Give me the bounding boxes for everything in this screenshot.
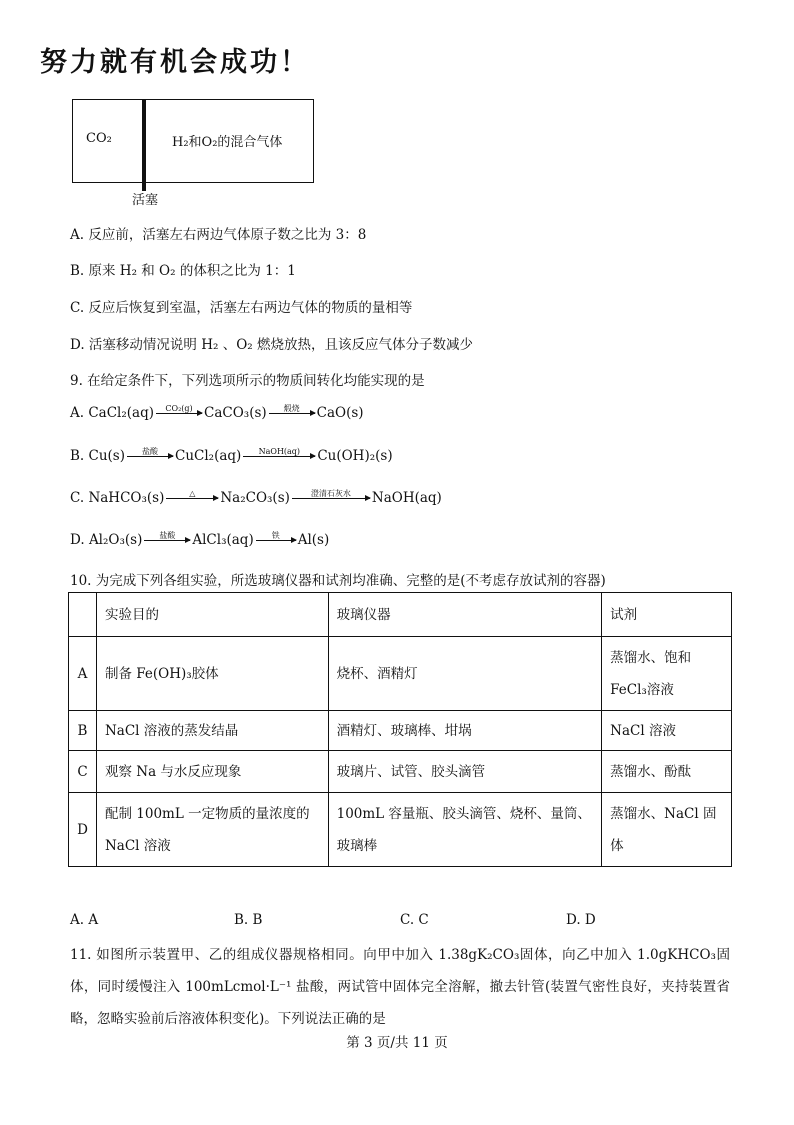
- reagent-line: FeCl₃溶液: [610, 681, 674, 698]
- q9-option-d: [70, 531, 329, 550]
- q8-option-c: C. 反应后恢复到室温，活塞左右两边气体的物质的量相等: [70, 300, 413, 316]
- reactant: Al₂O₃(s): [88, 532, 143, 548]
- arrow-condition: CO₂(g): [165, 404, 193, 413]
- reactant: NaHCO₃(s): [88, 490, 165, 506]
- glassware-cell: 玻璃片、试管、胶头滴管: [328, 751, 602, 793]
- answer-option-c: C. C: [400, 912, 429, 928]
- reaction-arrow: [166, 489, 218, 508]
- intermediate: CaCO₃(s): [204, 405, 267, 421]
- reaction-arrow: [144, 531, 190, 550]
- arrow-condition: △: [189, 489, 196, 498]
- reagent-line: 蒸馏水、饱和: [610, 649, 692, 666]
- row-label: B: [69, 711, 97, 751]
- left-gas-label: CO₂: [86, 131, 112, 146]
- intermediate: AlCl₃(aq): [192, 532, 254, 548]
- answer-option-b: B. B: [234, 912, 263, 928]
- reagent-cell: [602, 793, 732, 867]
- reagent-line: 体: [610, 837, 624, 854]
- table-row: [69, 637, 732, 711]
- table-row: [69, 751, 732, 793]
- purpose-line: 配制 100mL 一定物质的量浓度的: [104, 805, 310, 822]
- reaction-arrow: [243, 447, 315, 466]
- reagent-cell: NaCl 溶液: [602, 711, 732, 751]
- arrow-condition: 煅烧: [283, 404, 300, 413]
- arrow-condition: 盐酸: [142, 447, 159, 456]
- q10-stem: 10. 为完成下列各组实验，所选玻璃仪器和试剂均准确、完整的是(不考虑存放试剂的容器): [70, 573, 606, 589]
- option-label: D.: [70, 532, 85, 548]
- intermediate: CuCl₂(aq): [175, 448, 242, 464]
- piston-divider: [142, 99, 146, 191]
- header-cell: 实验目的: [96, 593, 328, 637]
- header-cell: 玻璃仪器: [328, 593, 602, 637]
- motivational-banner: 努力就有机会成功！: [40, 47, 310, 78]
- intermediate: Na₂CO₃(s): [220, 490, 290, 506]
- q9-option-b: [70, 447, 393, 466]
- option-label: A.: [70, 405, 85, 421]
- reaction-arrow: [292, 489, 370, 508]
- purpose-cell: NaCl 溶液的蒸发结晶: [96, 711, 328, 751]
- row-label: A: [69, 637, 97, 711]
- option-label: C.: [70, 490, 85, 506]
- product: Cu(OH)₂(s): [317, 448, 393, 464]
- q8-option-a: A. 反应前，活塞左右两边气体原子数之比为 3：8: [70, 227, 367, 243]
- table-header-row: [69, 593, 732, 637]
- glassware-line: 100mL 容量瓶、胶头滴管、烧杯、量筒、: [336, 805, 591, 822]
- reactant: CaCl₂(aq): [88, 405, 155, 421]
- option-label: B.: [70, 448, 85, 464]
- glassware-cell: 烧杯、酒精灯: [328, 637, 602, 711]
- product: CaO(s): [316, 405, 364, 421]
- row-label: C: [69, 751, 97, 793]
- glassware-line: 玻璃棒: [336, 837, 378, 854]
- arrow-condition: NaOH(aq): [258, 447, 301, 456]
- q9-option-a: [70, 404, 364, 423]
- reaction-arrow: [127, 447, 173, 466]
- glassware-cell: 酒精灯、玻璃棒、坩埚: [328, 711, 602, 751]
- arrow-condition: 澄清石灰水: [310, 489, 351, 498]
- reaction-arrow: [269, 404, 315, 423]
- answer-option-a: A. A: [70, 912, 99, 928]
- product: Al(s): [297, 532, 330, 548]
- purpose-cell: 观察 Na 与水反应现象: [96, 751, 328, 793]
- reagent-cell: [602, 637, 732, 711]
- reagent-cell: 蒸馏水、酚酞: [602, 751, 732, 793]
- reaction-arrow: [256, 531, 296, 550]
- row-label: D: [69, 793, 97, 867]
- table-row: [69, 711, 732, 751]
- purpose-cell: 制备 Fe(OH)₃胶体: [96, 637, 328, 711]
- table-row: [69, 793, 732, 867]
- reaction-arrow: [156, 404, 202, 423]
- piston-label: 活塞: [132, 193, 159, 208]
- right-gas-label: H₂和O₂的混合气体: [172, 135, 283, 150]
- glassware-cell: [328, 793, 602, 867]
- page-number-footer: 第 3 页/共 11 页: [346, 1035, 448, 1051]
- purpose-cell: [96, 793, 328, 867]
- q8-option-b: B. 原来 H₂ 和 O₂ 的体积之比为 1：1: [70, 263, 296, 279]
- experiment-table: [68, 592, 732, 867]
- arrow-condition: 铁: [271, 531, 280, 540]
- reagent-line: 蒸馏水、NaCl 固: [610, 805, 717, 822]
- q9-option-c: [70, 489, 442, 508]
- header-cell: 试剂: [602, 593, 732, 637]
- purpose-line: NaCl 溶液: [104, 837, 171, 854]
- q9-stem: 9. 在给定条件下，下列选项所示的物质间转化均能实现的是: [70, 373, 425, 389]
- product: NaOH(aq): [371, 490, 442, 506]
- arrow-condition: 盐酸: [159, 531, 176, 540]
- reactant: Cu(s): [88, 448, 126, 464]
- q11-stem: 11. 如图所示装置甲、乙的组成仪器规格相同。向甲中加入 1.38gK₂CO₃固体，向乙中加入 1.0gKHCO₃固体，同时缓慢注入 100mLcmol·L⁻¹ 盐酸，两试管中固体完全溶解，撤去针管(装置气密性良好，夹持装置省略，忽略实验前后溶液体积变化)。下列说法正确的是: [70, 947, 730, 1027]
- q8-option-d: D. 活塞移动情况说明 H₂ 、O₂ 燃烧放热，且该反应气体分子数减少: [70, 337, 473, 353]
- header-cell: [69, 593, 97, 637]
- answer-option-d: D. D: [566, 912, 596, 928]
